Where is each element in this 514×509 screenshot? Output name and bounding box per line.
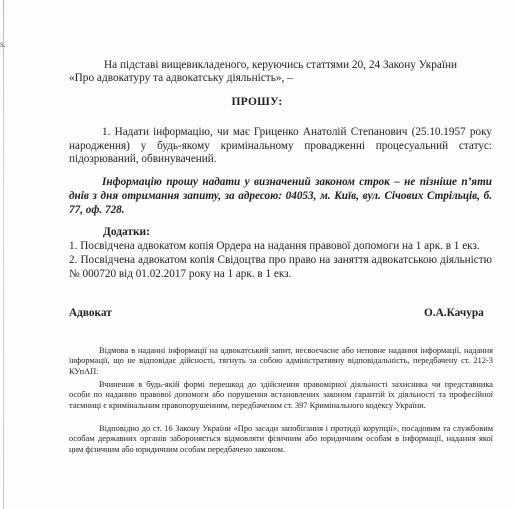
- intro-line-2: «Про адвокатуру та адвокатську діяльність», –: [69, 72, 293, 84]
- request-heading: ПРОШУ:: [231, 96, 283, 108]
- attachments-title: Додатки:: [103, 226, 150, 238]
- legal-note-2: Вчинення в будь-якій формі перешкод до здійснення правомірної діяльності захисника чи представника особи по наданню правової допомоги або порушення встановлених законом гарантій їх діяльності та професійної таємниці є кримінальним правопорушенням, передбаченим ст. 397 Кримінального кодексу України.: [69, 380, 493, 410]
- request-item-1: 1. Надати інформацію, чи має Гриценко Анатолій Степанович (25.10.1957 року народження) у будь-якому кримінальному провадженні процесуальний статус: підозрюваний, обвинувачений.: [69, 126, 492, 165]
- legal-note-1: Відмова в наданні інформації на адвокатський запит, несвоєчасне або неповне надання інформації, надання інформації, що не відповідає дійсності, тягнуть за собою адміністративну відповідальність, передбачену ст. 212-3 КУпАП.: [69, 346, 493, 376]
- edge-mark: s.: [0, 39, 6, 49]
- page-edge-line: [3, 0, 4, 509]
- info-request-paragraph: Інформацію прошу надати у визначений законом строк – не пізніше п’яти днів з дня отримання запиту, за адресою: 04053, м. Київ, вул. Січових Стрільців, б. 77, оф. 728.: [69, 176, 492, 216]
- attachment-item-1: 1. Посвідчена адвокатом копія Ордера на надання правової допомоги на 1 арк. в 1 екз.: [69, 240, 480, 252]
- legal-note-3: Відповідно до ст. 16 Закону України «Про засади запобігання і протидії корупції», посадовим та службовим особам державних органів забороняється відмовляти фізичним або юридичним особам в інформації, надання якої цим фізичним або юридичним особам передбачено законом.: [69, 424, 493, 454]
- attachment-item-2: 2. Посвідчена адвокатом копія Свідоцтва про право на заняття адвокатською діяльністю № 000720 від 01.02.2017 року на 1 арк. в 1 екз.: [69, 254, 492, 280]
- signature-role: Адвокат: [69, 307, 112, 319]
- signature-name: О.А.Качура: [424, 307, 484, 319]
- intro-line-1: На підставі вищевикладеного, керуючись статтями 20, 24 Закону України: [104, 59, 458, 71]
